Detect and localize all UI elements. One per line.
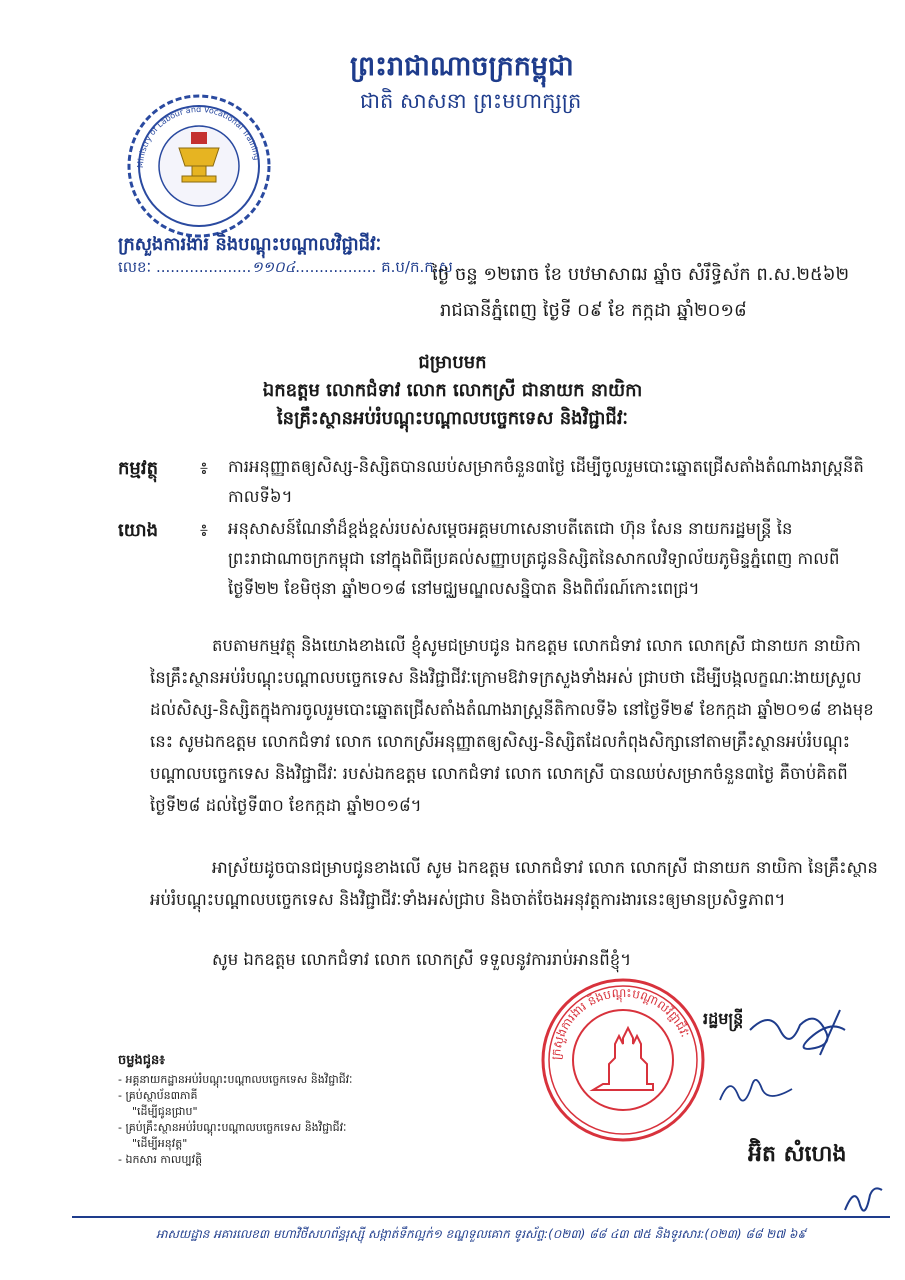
signatory-title: រដ្ឋមន្ត្រី bbox=[703, 1009, 744, 1028]
stamp-text: ក្រសួងការងារ និងបណ្តុះបណ្តាលវិជ្ជាជីវៈ bbox=[548, 985, 693, 1061]
handwritten-signature bbox=[690, 990, 880, 1120]
national-motto: ជាតិ សាសនា ព្រះមហាក្សត្រ bbox=[360, 89, 582, 113]
ref-label: លេខៈ bbox=[118, 258, 152, 276]
signatory-name: អ៊ិត សំហេង bbox=[748, 1142, 847, 1167]
cc-item: - អគ្គនាយកដ្ឋានអប់រំបណ្តុះបណ្តាលបច្ចេកទេស និងវិជ្ជាជីវៈ bbox=[118, 1073, 353, 1086]
cc-title: ចម្លងជូន៖ bbox=[118, 1053, 165, 1068]
initials-mark bbox=[840, 1180, 890, 1215]
body-paragraph-1-text: តបតាមកម្មវត្ថុ និងយោងខាងលើ ខ្ញុំសូមជម្រាបជូន ឯកឧត្តម លោកជំទាវ លោក លោកស្រី ជានាយក នាយិកា នៃគ្រឹះស្ថានអប់រំបណ្តុះបណ្តាលបច្ចេកទេស និងវិជ្ជាជីវៈក្រោមឱវាទក្រសួងទាំងអស់ ជ្រាបថា ដើម្បីបង្កលក្ខណៈងាយស្រួលដល់សិស្ស-និស្សិតក្នុងការចូលរួមបោះឆ្នោតជ្រើសតាំងតំណាងរាស្ត្រនីតិកាលទី៦ នៅថ្ងៃទី២៩ ខែកក្កដា ឆ្នាំ២០១៨ ខាងមុខនេះ សូមឯកឧត្តម លោកជំទាវ លោក លោកស្រីអនុញ្ញាតឲ្យសិស្ស-និស្សិតដែលកំពុងសិក្សានៅតាមគ្រឹះស្ថានអប់រំបណ្តុះបណ្តាលបច្ចេកទេស និងវិជ្ជាជីវៈ របស់ឯកឧត្តម លោកជំទាវ លោក លោកស្រី បានឈប់សម្រាកចំនួន៣ថ្ងៃ គឺចាប់គិតពីថ្ងៃទី២៨ ដល់ថ្ងៃទី៣០ ខែកក្កដា ឆ្នាំ២០១៨។ bbox=[150, 636, 874, 815]
reference-text: អនុសាសន៍ណែនាំដ៏ខ្ពង់ខ្ពស់របស់សម្តេចអគ្គមហាសេនាបតីតេជោ ហ៊ុន សែន នាយករដ្ឋមន្ត្រី នៃព្រះរាជាណាចក្រកម្ពុជា នៅក្នុងពិធីប្រគល់សញ្ញាបត្រជូននិស្សិតនៃសាកលវិទ្យាល័យភូមិន្ទភ្នំពេញ កាលពីថ្ងៃទី២២ ខែមិថុនា ឆ្នាំ២០១៨ នៅមជ្ឈមណ្ឌលសន្និបាត និងពិព័រណ៍កោះពេជ្រ។ bbox=[228, 519, 840, 598]
body-paragraph-2 bbox=[150, 852, 880, 916]
subject-colon: ៖ bbox=[200, 458, 208, 479]
official-stamp bbox=[538, 975, 708, 1145]
gregorian-date: រាជធានីភ្នំពេញ ថ្ងៃទី ០៩ ខែ កក្កដា ឆ្នាំ២០១៨ bbox=[440, 300, 747, 321]
ministry-logo bbox=[118, 88, 280, 238]
footer-divider bbox=[72, 1216, 890, 1218]
salutation: ជម្រាបមក bbox=[418, 352, 487, 373]
body-paragraph-2-text: អាស្រ័យដូចបានជម្រាបជូនខាងលើ សូម ឯកឧត្តម លោកជំទាវ លោក លោកស្រី ជានាយក នាយិកា នៃគ្រឹះស្ថានអប់រំបណ្តុះបណ្តាលបច្ចេកទេស និងវិជ្ជាជីវៈទាំងអស់ជ្រាប និងចាត់ចែងអនុវត្តការងារនេះឲ្យមានប្រសិទ្ធភាព។ bbox=[150, 858, 878, 909]
cc-item: - គ្រប់គ្រឹះស្ថានអប់រំបណ្តុះបណ្តាលបច្ចេកទេស និងវិជ្ជាជីវៈ bbox=[118, 1121, 347, 1134]
reference-number: លេខៈ ....................១១០៤................. គ.ប/ក.ក.ស bbox=[118, 258, 453, 276]
recipient-line-2: នៃគ្រឹះស្ថានអប់រំបណ្តុះបណ្តាលបច្ចេកទេស និងវិជ្ជាជីវៈ bbox=[276, 408, 629, 429]
subject-text: ការអនុញ្ញាតឲ្យសិស្ស-និស្សិតបានឈប់សម្រាកចំនួន៣ថ្ងៃ ដើម្បីចូលរួមបោះឆ្នោតជ្រើសតាំងតំណាងរាស្ត្រនីតិកាលទី៦។ bbox=[228, 457, 864, 506]
kingdom-title: ព្រះរាជាណាចក្រកម្ពុជា bbox=[350, 51, 574, 82]
cc-item: "ដើម្បីអនុវត្ត" bbox=[132, 1137, 188, 1150]
ref-suffix: គ.ប/ក.ក.ស bbox=[381, 258, 453, 276]
reference-label: យោង bbox=[118, 520, 158, 541]
subject-label: កម្មវត្ថុ bbox=[118, 458, 158, 479]
cc-item: - គ្រប់ស្ថាប័ន៣ភាគី bbox=[118, 1089, 198, 1102]
ref-number-handwritten: ១១០៤ bbox=[251, 258, 296, 276]
cc-item: "ដើម្បីជូនជ្រាប" bbox=[132, 1105, 198, 1118]
recipient-line-1: ឯកឧត្តម លោកជំទាវ លោក លោកស្រី ជានាយក នាយិកា bbox=[262, 380, 643, 401]
closing-line: សូម ឯកឧត្តម លោកជំទាវ លោក លោកស្រី ទទួលនូវការរាប់អានពីខ្ញុំ។ bbox=[212, 950, 632, 969]
cc-item: - ឯកសារ កាលប្បវត្តិ bbox=[118, 1153, 203, 1166]
footer-address: អាសយដ្ឋាន អគារលេខ៣ មហាវិថីសហព័ន្ធរុស្ស៊ី សង្កាត់ទឹកល្អក់១ ខណ្ឌទួលគោក ទូរស័ព្ទ:(០២៣) ៨៨ ៤៣ ៧៥ និងទូរសារ:(០២៣) ៨៨ ២៧ ៦៩ bbox=[156, 1227, 806, 1241]
reference-colon: ៖ bbox=[200, 520, 208, 541]
body-paragraph-1 bbox=[150, 630, 880, 822]
logo-text: Ministry of Labour and Vocational Training bbox=[135, 104, 262, 169]
lunar-date: ថ្ងៃ ចន្ទ ១២រោច ខែ បឋមាសាឍ ឆ្នាំច សំរឹទ្ធិស័ក ព.ស.២៥៦២ bbox=[432, 264, 850, 285]
cc-list bbox=[118, 1072, 418, 1168]
ministry-name: ក្រសួងការងារ និងបណ្តុះបណ្តាលវិជ្ជាជីវៈ bbox=[118, 234, 382, 255]
